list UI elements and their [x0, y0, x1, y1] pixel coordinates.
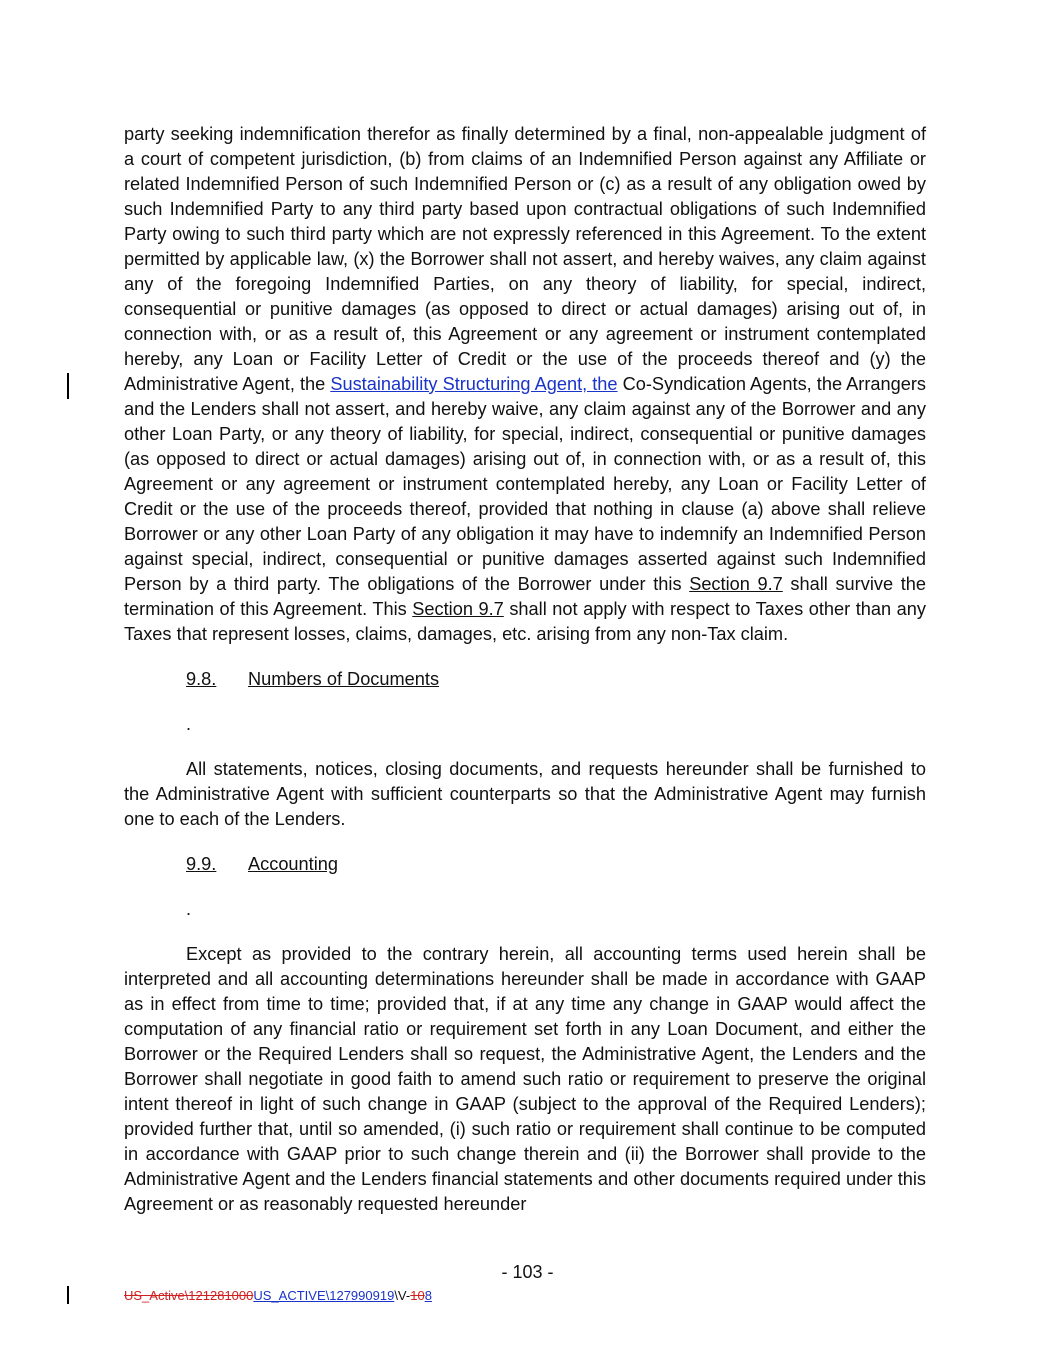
section-title: Numbers of Documents: [248, 669, 440, 689]
section-number: 9.8.: [186, 669, 217, 689]
section-heading-period: .: [186, 899, 192, 919]
page-number: - 103 -: [501, 1262, 554, 1282]
inserted-text-sustainability-agent: Sustainability Structuring Agent, the: [330, 374, 618, 394]
section-heading-9-9: [124, 852, 926, 877]
section-number: 9.9.: [186, 854, 217, 874]
version-prefix: \V-: [394, 1288, 411, 1303]
section-heading-period: .: [186, 714, 192, 734]
paragraph-text: shall survive the termination of this Agreement. This: [124, 574, 927, 619]
paragraph-text: party seeking indemnification therefor as finally determined by a final, non-appealable judgment of a court of competent jurisdiction, (b) from claims of an Indemnified Person against any Affiliate or related Indemnified Person of such Indemnified Person or (c) as a result of any obligation owed by such Indemnified Party to any third party based upon contractual obligations of such Indemnified Party owing to such third party which are not expressly referenced in this Agreement. To the extent permitted by applicable law, (x) the Borrower shall not assert, and hereby waives, any claim against any of the foregoing Indemnified Parties, on any theory of liability, for special, indirect, consequential or punitive damages (as opposed to direct or actual damages) arising out of, in connection with, or as a result of, this Agreement or any agreement or instrument contemplated hereby, any Loan or Facility Letter of Credit or the use of the proceeds thereof and (y) the Administrative Agent, the: [124, 124, 926, 394]
document-body: [124, 122, 926, 1217]
inserted-version: 8: [424, 1288, 432, 1303]
deleted-document-id: US_Active\121281000: [124, 1288, 254, 1303]
section-reference-link[interactable]: Section 9.7: [689, 574, 783, 594]
deleted-version: 10: [410, 1288, 425, 1303]
paragraph-numbers-of-documents: All statements, notices, closing documents, and requests hereunder shall be furnished to the Administrative Agent with sufficient counterparts so that the Administrative Agent may furnish one to each of the Lenders.: [124, 759, 926, 829]
paragraph-indemnification-continued: [124, 122, 926, 647]
paragraph-text: shall not apply with respect to Taxes other than any Taxes that represent losses, claims, damages, etc. arising from any non-Tax claim.: [124, 599, 927, 644]
section-heading-9-8: [124, 667, 926, 692]
paragraph-accounting: Except as provided to the contrary herein, all accounting terms used herein shall be interpreted and all accounting determinations hereunder shall be made in accordance with GAAP as in effect from time to time; provided that, if at any time any change in GAAP would affect the computation of any financial ratio or requirement set forth in any Loan Document, and either the Borrower or the Required Lenders shall so request, the Administrative Agent, the Lenders and the Borrower shall negotiate in good faith to amend such ratio or requirement to preserve the original intent thereof in light of such change in GAAP (subject to the approval of the Required Lenders); provided further that, until so amended, (i) such ratio or requirement shall continue to be computed in accordance with GAAP prior to such change therein and (ii) the Borrower shall provide to the Administrative Agent and the Lenders financial statements and other documents required under this Agreement or as reasonably requested hereunder: [124, 944, 926, 1214]
change-bar-footer: [67, 1286, 69, 1304]
inserted-document-id: US_ACTIVE\127990919: [253, 1288, 395, 1303]
section-reference-link[interactable]: Section 9.7: [412, 599, 504, 619]
section-title: Accounting: [248, 854, 338, 874]
change-bar-insertion: [67, 373, 69, 399]
document-id-footer: [124, 1288, 432, 1303]
paragraph-text: Co-Syndication Agents, the Arrangers and the Lenders shall not assert, and hereby waive, any claim against any of the Borrower and any other Loan Party, or any theory of liability, for special, indirect, consequential or punitive damages (as opposed to direct or actual damages) arising out of, in connection with, or as a result of, this Agreement or any agreement or instrument contemplated hereby, any Loan or Facility Letter of Credit or the use of the proceeds thereof, provided that nothing in clause (a) above shall relieve Borrower or any other Loan Party of any obligation it may have to indemnify an Indemnified Person against special, indirect, consequential or punitive damages asserted against such Indemnified Person by a third party. The obligations of the Borrower under this: [124, 374, 927, 594]
